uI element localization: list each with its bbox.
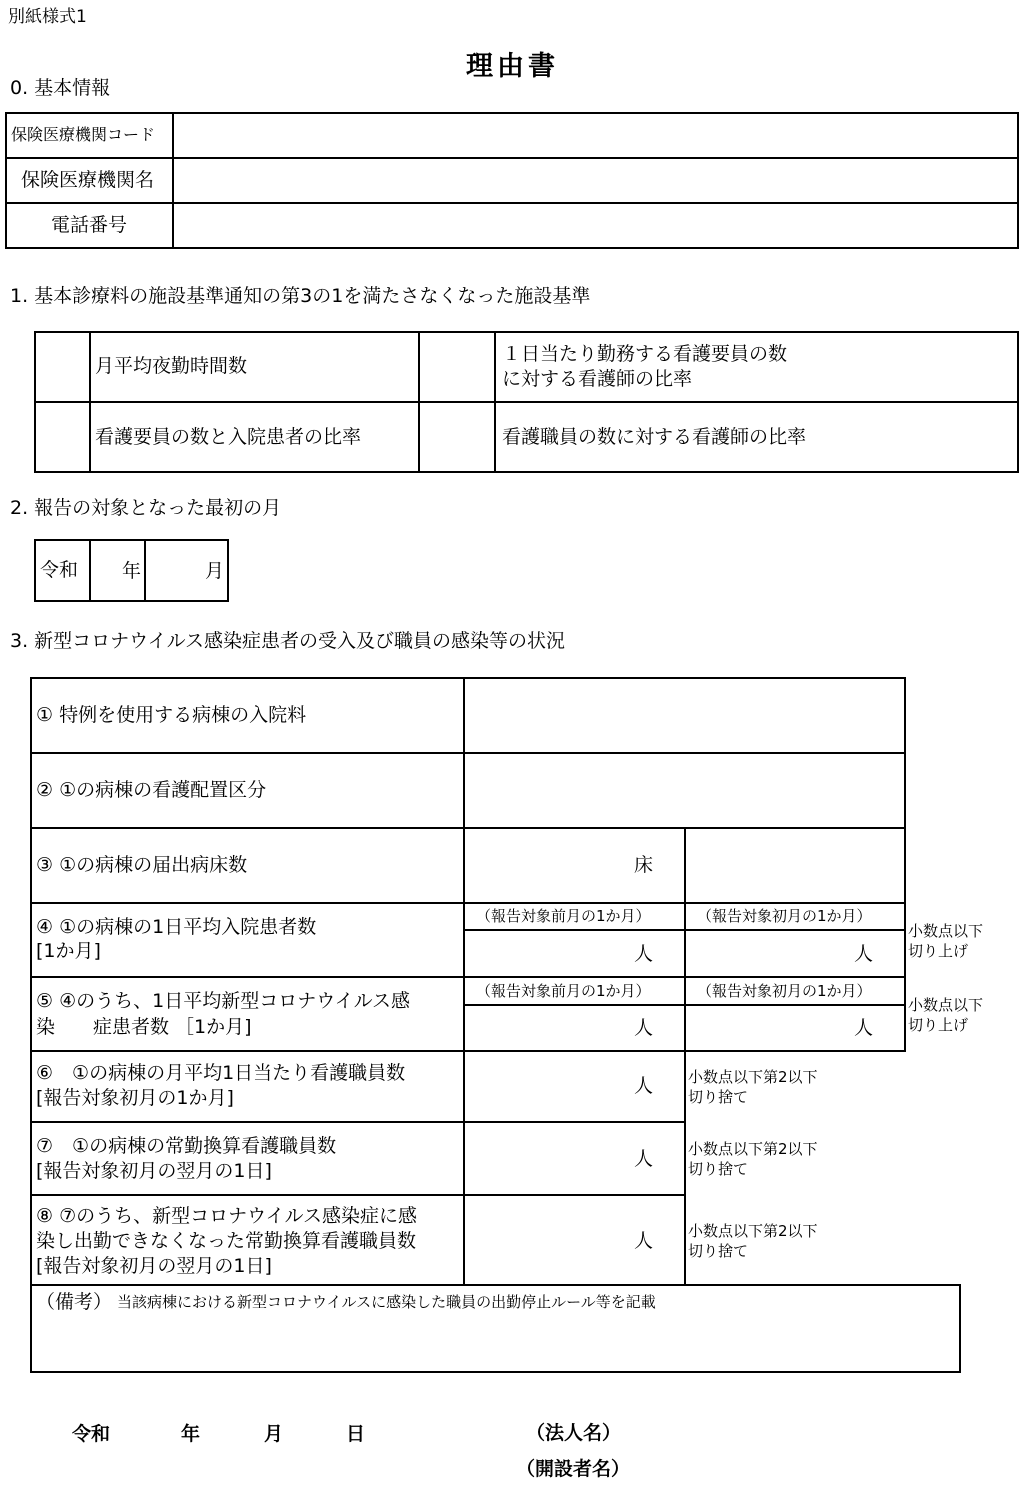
report-era-label: 令和: [40, 559, 79, 581]
footer-month-unit: 月: [264, 1423, 284, 1445]
row1-admission-fee-input[interactable]: [467, 681, 902, 751]
checkbox-staff-patient-ratio[interactable]: [36, 403, 89, 471]
report-month-unit: 月: [205, 560, 225, 582]
row7-note-line1: 小数点以下第2以下: [688, 1140, 818, 1158]
phone-number-label: 電話番号: [51, 214, 128, 236]
row3-bed-count-input[interactable]: [467, 831, 627, 901]
institution-code-input[interactable]: [176, 115, 1014, 156]
row7-fte-nurse-input[interactable]: [467, 1125, 627, 1193]
criteria-nurse-ratio-daily-line1: １日当たり勤務する看護要員の数: [502, 343, 788, 365]
row8-note-line2: 切り捨て: [688, 1242, 749, 1260]
row4-prev-month-unit: 人: [634, 943, 654, 965]
founder-name-label: （開設者名）: [516, 1458, 631, 1480]
row6-label-line2: [報告対象初月の1か月]: [36, 1087, 234, 1109]
row8-label-line3: [報告対象初月の翌月の1日]: [36, 1255, 272, 1277]
row1-label: ① 特例を使用する病棟の入院料: [36, 704, 307, 726]
remarks-textarea[interactable]: [34, 1318, 956, 1368]
row5-label-line2: 染 症患者数 ［1か月]: [36, 1016, 252, 1038]
row4-first-month-input[interactable]: [688, 933, 848, 975]
report-month-input[interactable]: [148, 556, 200, 586]
checkbox-nurse-ratio-staff[interactable]: [420, 403, 494, 471]
row4-first-month-header: （報告対象初月の1か月）: [697, 907, 872, 925]
row5-note-line1: 小数点以下: [908, 996, 984, 1014]
report-year-input[interactable]: [92, 556, 120, 586]
footer-year-unit: 年: [181, 1423, 201, 1445]
row2-staffing-category-input[interactable]: [467, 756, 902, 826]
remarks-label: （備考）: [36, 1291, 113, 1313]
row7-unit: 人: [634, 1148, 654, 1170]
row7-label-line2: [報告対象初月の翌月の1日]: [36, 1160, 272, 1182]
checkbox-monthly-night-hours[interactable]: [36, 333, 89, 401]
row5-first-month-input[interactable]: [688, 1008, 848, 1049]
corporation-name-label: （法人名）: [526, 1422, 622, 1444]
row5-first-month-unit: 人: [854, 1017, 874, 1039]
checkbox-nurse-ratio-daily-staff[interactable]: [420, 333, 494, 401]
row5-first-month-header: （報告対象初月の1か月）: [697, 982, 872, 1000]
footer-day-unit: 日: [346, 1423, 366, 1445]
row4-label-line2: [1か月]: [36, 940, 101, 962]
row6-nurse-count-input[interactable]: [467, 1054, 627, 1120]
row8-note-line1: 小数点以下第2以下: [688, 1222, 818, 1240]
page-title: 理由書: [466, 51, 559, 82]
row8-unit: 人: [634, 1230, 654, 1252]
row8-infected-fte-input[interactable]: [467, 1198, 627, 1283]
row5-prev-month-input[interactable]: [467, 1008, 627, 1049]
row7-note-line2: 切り捨て: [688, 1160, 749, 1178]
row4-prev-month-input[interactable]: [467, 933, 627, 975]
row3-label: ③ ①の病棟の届出病床数: [36, 854, 248, 876]
institution-name-input[interactable]: [176, 160, 1014, 201]
footer-era: 令和: [72, 1423, 111, 1445]
row6-note-line2: 切り捨て: [688, 1088, 749, 1106]
criteria-nurse-ratio-daily-line2: に対する看護師の比率: [502, 368, 693, 390]
row7-label-line1: ⑦ ①の病棟の常勤換算看護職員数: [36, 1135, 337, 1157]
criteria-monthly-night-hours-label: 月平均夜勤時間数: [95, 355, 248, 377]
section1-heading: 1. 基本診療料の施設基準通知の第3の1を満たさなくなった施設基準: [10, 285, 591, 307]
row5-label-line1: ⑤ ④のうち、1日平均新型コロナウイルス感: [36, 990, 411, 1012]
institution-name-label: 保険医療機関名: [21, 169, 155, 191]
criteria-nurse-ratio-staff-label: 看護職員の数に対する看護師の比率: [502, 426, 807, 448]
report-year-unit: 年: [122, 560, 142, 582]
form-number-label: 別紙様式1: [8, 7, 87, 27]
row4-note-line2: 切り上げ: [908, 942, 969, 960]
row8-label-line2: 染し出勤できなくなった常勤換算看護職員数: [36, 1230, 417, 1252]
row6-label-line1: ⑥ ①の病棟の月平均1日当たり看護職員数: [36, 1062, 406, 1084]
row4-note-line1: 小数点以下: [908, 922, 984, 940]
row6-unit: 人: [634, 1075, 654, 1097]
row4-prev-month-header: （報告対象前月の1か月）: [476, 907, 651, 925]
phone-number-input[interactable]: [176, 205, 1014, 246]
row2-label: ② ①の病棟の看護配置区分: [36, 779, 267, 801]
section2-heading: 2. 報告の対象となった最初の月: [10, 497, 282, 519]
row5-prev-month-header: （報告対象前月の1か月）: [476, 982, 651, 1000]
institution-code-label: 保険医療機関コード: [11, 125, 156, 144]
row6-note-line1: 小数点以下第2以下: [688, 1068, 818, 1086]
row4-label-line1: ④ ①の病棟の1日平均入院患者数: [36, 916, 317, 938]
row8-label-line1: ⑧ ⑦のうち、新型コロナウイルス感染症に感: [36, 1205, 417, 1227]
remarks-instruction: 当該病棟における新型コロナウイルスに感染した職員の出勤停止ルール等を記載: [117, 1293, 656, 1311]
row3-bed-unit: 床: [634, 854, 654, 876]
section3-heading: 3. 新型コロナウイルス感染症患者の受入及び職員の感染等の状況: [10, 630, 566, 652]
criteria-staff-patient-ratio-label: 看護要員の数と入院患者の比率: [95, 426, 362, 448]
row5-note-line2: 切り上げ: [908, 1016, 969, 1034]
row4-first-month-unit: 人: [854, 943, 874, 965]
row5-prev-month-unit: 人: [634, 1017, 654, 1039]
section0-heading: 0. 基本情報: [10, 77, 111, 99]
